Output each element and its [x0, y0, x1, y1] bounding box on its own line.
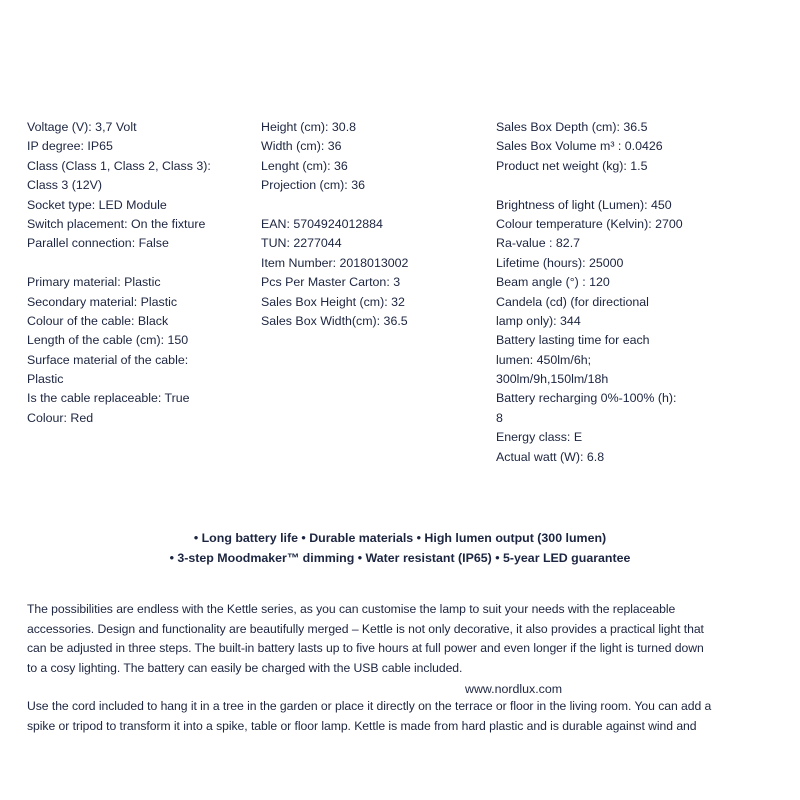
spec-line: Sales Box Volume m³ : 0.0426	[496, 139, 663, 154]
spec-line: Primary material: Plastic	[27, 275, 161, 290]
feature-bullets	[0, 529, 800, 568]
spec-line: Lifetime (hours): 25000	[496, 255, 624, 270]
spec-line: Sales Box Width(cm): 36.5	[261, 313, 408, 328]
spec-line: Item Number: 2018013002	[261, 255, 409, 270]
spec-line: Sales Box Height (cm): 32	[261, 294, 405, 309]
description-paragraph	[27, 600, 704, 678]
paragraph-line: spike or tripod to transform it into a spike, table or floor lamp. Kettle is made from hard plastic and is durable against wind and	[27, 718, 697, 733]
spec-line: 300lm/9h,150lm/18h	[496, 372, 609, 387]
website-link[interactable]: www.nordlux.com	[465, 682, 563, 696]
specs-column-electrical-materials	[27, 118, 211, 428]
spec-line: Ra-value : 82.7	[496, 236, 581, 251]
spec-line: Battery recharging 0%-100% (h):	[496, 391, 677, 406]
spec-line: Energy class: E	[496, 430, 583, 445]
spec-line: Pcs Per Master Carton: 3	[261, 275, 401, 290]
spec-line: Plastic	[27, 372, 64, 387]
feature-line: • 3-step Moodmaker™ dimming • Water resistant (IP65) • 5-year LED guarantee	[169, 550, 631, 565]
paragraph-line: accessories. Design and functionality are beautifully merged – Kettle is not only decorative, it also provides a practical light that	[27, 621, 704, 636]
spec-line: Colour: Red	[27, 410, 94, 425]
spec-line: 8	[496, 410, 503, 425]
spec-line: IP degree: IP65	[27, 139, 113, 154]
spec-line: Is the cable replaceable: True	[27, 391, 190, 406]
paragraph-line: The possibilities are endless with the Kettle series, as you can customise the lamp to suit your needs with the replaceable	[27, 602, 676, 616]
spec-line: lumen: 450lm/6h;	[496, 352, 592, 367]
spec-line: Switch placement: On the fixture	[27, 216, 206, 231]
spacer	[261, 196, 408, 215]
spec-line: Sales Box Depth (cm): 36.5	[496, 120, 648, 134]
spec-line: Lenght (cm): 36	[261, 158, 348, 173]
spacer	[496, 176, 683, 195]
spec-line: Parallel connection: False	[27, 236, 169, 251]
paragraph-line: can be adjusted in three steps. The built-in battery lasts up to five hours at full power and even longer if the light is turned down	[27, 641, 704, 655]
feature-line: • Long battery life • Durable materials • High lumen output (300 lumen)	[193, 531, 607, 545]
spec-line: Actual watt (W): 6.8	[496, 449, 605, 464]
spec-line: TUN: 2277044	[261, 236, 342, 251]
spec-line: Width (cm): 36	[261, 139, 342, 154]
specs-column-dimensions-logistics	[261, 118, 408, 331]
spec-line: Class (Class 1, Class 2, Class 3):	[27, 158, 211, 173]
spec-line: Product net weight (kg): 1.5	[496, 158, 648, 173]
spec-line: Socket type: LED Module	[27, 197, 167, 212]
spec-line: Candela (cd) (for directional	[496, 294, 649, 309]
spec-line: Voltage (V): 3,7 Volt	[27, 120, 137, 134]
paragraph-line: to a cosy lighting. The battery can easily be charged with the USB cable included.	[27, 660, 463, 675]
spec-line: Height (cm): 30.8	[261, 120, 357, 134]
paragraph-line: Use the cord included to hang it in a tree in the garden or place it directly on the terrace or floor in the living room. You can add a	[27, 699, 712, 713]
spec-line: Class 3 (12V)	[27, 178, 103, 193]
spec-line: Battery lasting time for each	[496, 333, 650, 348]
spec-line: Colour temperature (Kelvin): 2700	[496, 216, 683, 231]
specs-column-light-battery	[496, 118, 683, 467]
spec-line: Surface material of the cable:	[27, 352, 189, 367]
spec-line: lamp only): 344	[496, 313, 581, 328]
description-paragraph-2	[27, 697, 711, 736]
spec-line: Colour of the cable: Black	[27, 313, 169, 328]
spec-line: Brightness of light (Lumen): 450	[496, 197, 672, 212]
spec-line: Projection (cm): 36	[261, 178, 365, 193]
spec-line: EAN: 5704924012884	[261, 216, 383, 231]
spacer	[27, 254, 211, 273]
spec-line: Length of the cable (cm): 150	[27, 333, 189, 348]
spec-line: Beam angle (°) : 120	[496, 275, 610, 290]
spec-line: Secondary material: Plastic	[27, 294, 178, 309]
